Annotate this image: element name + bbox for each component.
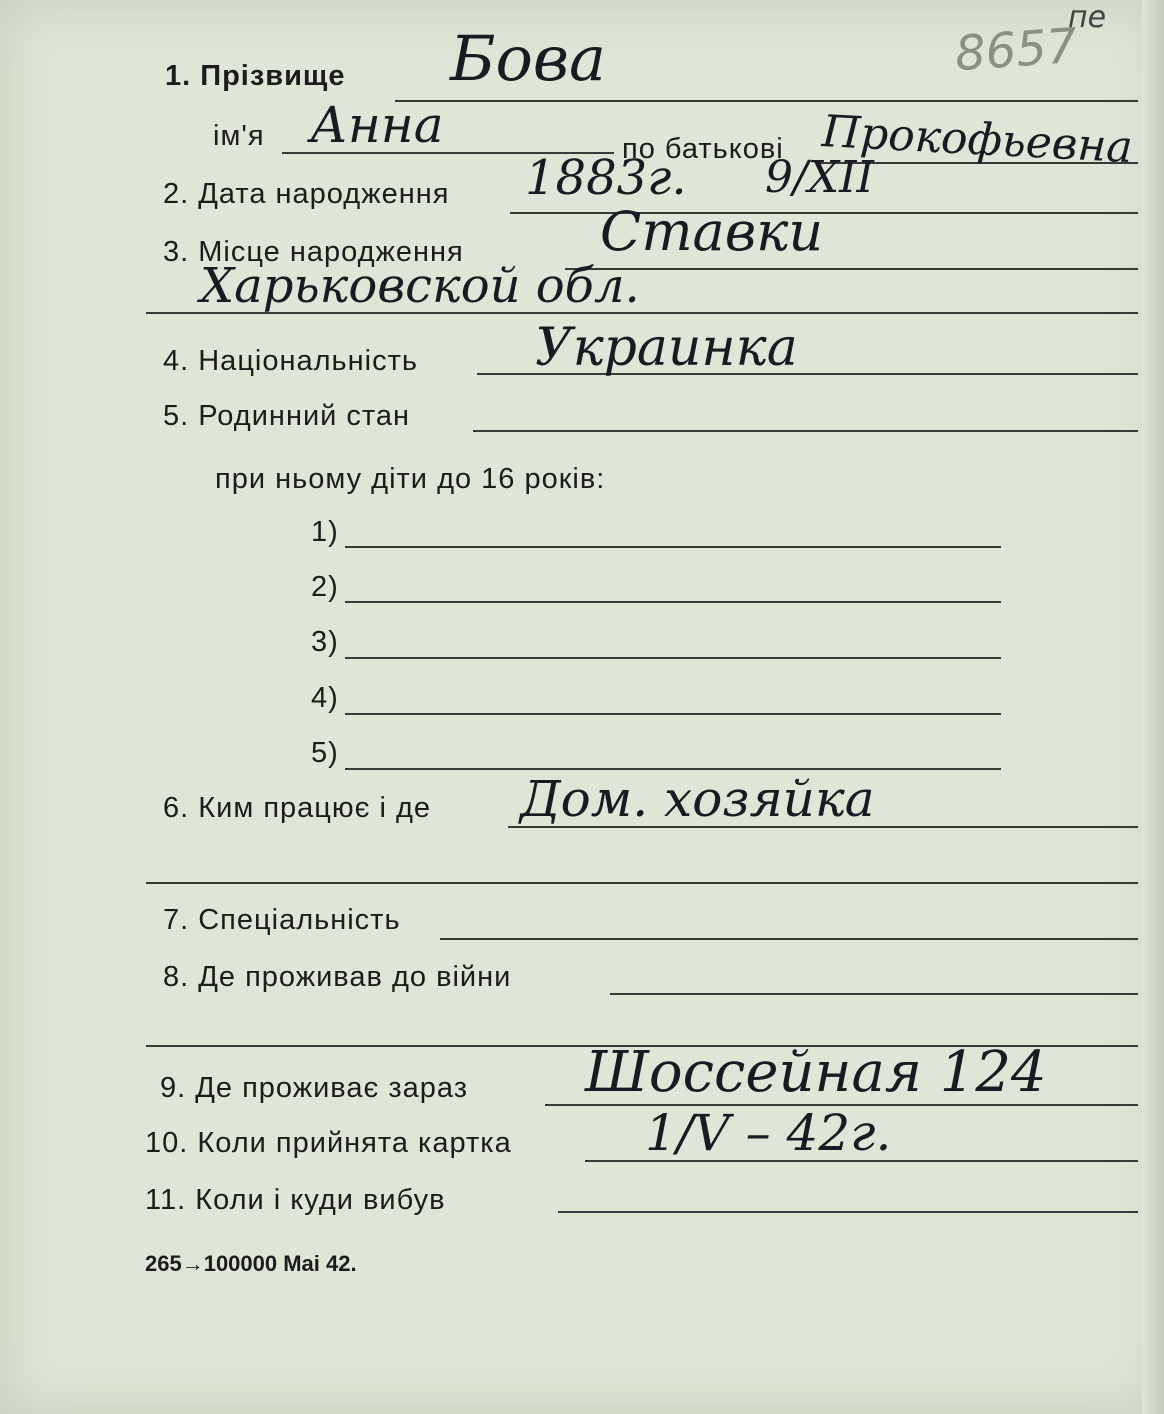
birth-place-label: 3. Місце народження: [163, 236, 464, 268]
occupation-label: 6. Ким працює і де: [163, 792, 432, 824]
nationality-value: Украинка: [535, 318, 798, 378]
marital-status-label: 5. Родинний стан: [163, 400, 411, 432]
card-edge: [1142, 0, 1164, 1414]
surname-line: [395, 100, 1138, 102]
surname-value: Бова: [450, 22, 606, 95]
nationality-label: 4. Національність: [163, 345, 419, 377]
birth-day-value: 9/XII: [765, 152, 874, 203]
child-5-label: 5): [311, 737, 339, 769]
child-4-label: 4): [311, 682, 339, 714]
current-residence-value: Шоссейная 124: [585, 1040, 1047, 1105]
birth-year-value: 1883г.: [525, 150, 687, 206]
name-value: Анна: [310, 96, 444, 154]
child-4-line: [345, 713, 1001, 715]
birth-place-value: Ставки: [600, 200, 824, 263]
specialty-label: 7. Спеціальність: [163, 904, 401, 936]
prewar-residence-line: [610, 993, 1138, 995]
child-3-label: 3): [311, 626, 339, 658]
child-3-line: [345, 657, 1001, 659]
patronymic-value: Прокофьевна: [820, 106, 1134, 174]
print-footer: 265→100000 Mai 42.: [145, 1251, 357, 1276]
marital-status-line: [473, 430, 1138, 432]
birth-place-line: [565, 268, 1138, 270]
occupation-value: Дом. хозяйка: [520, 770, 875, 828]
child-2-line: [345, 601, 1001, 603]
departure-line: [558, 1211, 1138, 1213]
prewar-residence-label: 8. Де проживав до війни: [163, 961, 512, 993]
birth-region-value: Харьковской обл.: [200, 258, 640, 314]
name-label: ім'я: [213, 120, 265, 152]
child-1-line: [345, 546, 1001, 548]
current-residence-label: 9. Де проживає зараз: [160, 1072, 469, 1104]
specialty-line: [440, 938, 1138, 940]
card-accepted-label: 10. Коли прийнята картка: [145, 1127, 512, 1159]
departure-label: 11. Коли і куди вибув: [145, 1184, 446, 1216]
child-2-label: 2): [311, 571, 339, 603]
corner-pencil-mark: пе: [1068, 0, 1107, 35]
archive-number-pencil: 8657: [953, 17, 1079, 83]
surname-label: 1. Прізвище: [165, 60, 346, 92]
patronymic-label: по батькові: [622, 133, 784, 165]
occupation-line-2: [146, 882, 1138, 884]
card-accepted-value: 1/V – 42г.: [645, 1104, 892, 1162]
birth-date-label: 2. Дата народження: [163, 178, 450, 210]
child-1-label: 1): [311, 516, 339, 548]
children-heading: при ньому діти до 16 років:: [215, 463, 606, 495]
